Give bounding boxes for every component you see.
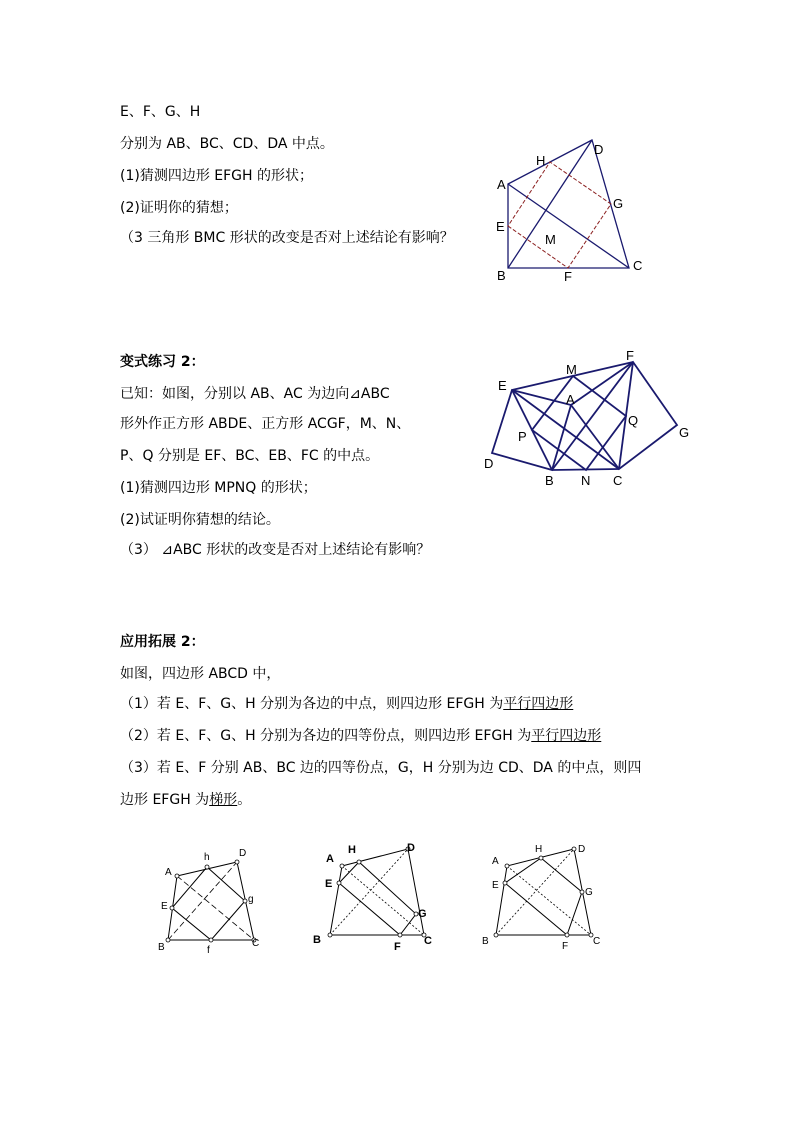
label-n: N <box>581 473 591 488</box>
label-b: B <box>545 473 554 488</box>
label-b: B <box>158 942 165 953</box>
label-h: H <box>535 844 543 855</box>
s3-intro: 如图，四边形 ABCD 中， <box>120 666 281 682</box>
label-g: g <box>248 894 254 905</box>
s3-item-3-answer: 梯形 <box>209 792 238 808</box>
label-b: B <box>482 936 489 947</box>
quad-abcd <box>496 849 591 935</box>
label-f: F <box>564 269 572 284</box>
label-h: h <box>204 852 210 863</box>
label-c: C <box>252 938 260 949</box>
s1-line-4: (2)证明你的猜想； <box>120 200 238 216</box>
label-e: E <box>492 880 499 891</box>
label-e: E <box>498 378 507 393</box>
quad-efgh <box>505 858 582 935</box>
s3-item-1-text: （1）若 E、F、G、H 分别为各边的中点，则四边形 EFGH 为 <box>120 696 504 712</box>
label-f: f <box>207 945 210 956</box>
label-f: F <box>394 941 401 953</box>
s2-line-3: P、Q 分别是 EF、BC、EB、FC 的中点。 <box>120 448 380 464</box>
label-d: D <box>594 142 604 157</box>
label-c: C <box>613 473 623 488</box>
s1-line-5: （3 三角形 BMC 形状的改变是否对上述结论有影响？ <box>120 230 454 246</box>
s3-item-2-answer: 平行四边形 <box>531 728 602 744</box>
label-f: F <box>562 941 569 952</box>
s3-item-3-cont-text: 边形 EFGH 为 <box>120 792 210 808</box>
label-p: P <box>518 429 527 444</box>
s2-line-6: （3） ⊿ABC 形状的改变是否对上述结论有影响？ <box>120 542 431 558</box>
label-f: F <box>626 348 634 363</box>
label-e: E <box>325 878 333 890</box>
s1-line-1: E、F、G、H <box>120 104 201 120</box>
label-g: G <box>418 908 427 920</box>
label-m: M <box>545 232 556 247</box>
label-g: G <box>585 887 593 898</box>
label-b: B <box>313 934 321 946</box>
label-d: D <box>484 456 494 471</box>
s2-line-5: (2)试证明你猜想的结论。 <box>120 512 280 528</box>
s2-line-1: 已知：如图，分别以 AB、AC 为边向⊿ABC <box>120 386 390 402</box>
s3-item-3-end: 。 <box>237 792 252 808</box>
s1-line-3: (1)猜测四边形 EFGH 的形状； <box>120 168 314 184</box>
label-g: G <box>613 196 624 211</box>
label-h: H <box>348 844 356 856</box>
label-d: D <box>578 844 586 855</box>
s3-heading: 应用拓展 2： <box>120 634 205 650</box>
label-c: C <box>633 258 643 273</box>
s3-item-2-text: （2）若 E、F、G、H 分别为各边的四等份点，则四边形 EFGH 为 <box>120 728 532 744</box>
label-a: A <box>326 853 334 865</box>
s2-heading: 变式练习 2： <box>120 354 205 370</box>
label-a: A <box>165 867 172 878</box>
label-e: E <box>496 219 505 234</box>
label-d: D <box>239 848 247 859</box>
label-h: H <box>536 153 546 168</box>
s3-item-1-answer: 平行四边形 <box>503 696 574 712</box>
s1-line-2: 分别为 AB、BC、CD、DA 中点。 <box>120 136 334 152</box>
label-d: D <box>407 842 415 854</box>
label-c: C <box>593 936 601 947</box>
label-q: Q <box>628 413 639 428</box>
s3-item-3: （3）若 E、F 分别 AB、BC 边的四等份点，G，H 分别为边 CD、DA 的中点，则四 <box>120 760 642 776</box>
label-b: B <box>497 268 506 283</box>
label-a: A <box>492 856 499 867</box>
label-a: A <box>497 177 506 192</box>
s2-line-2: 形外作正方形 ABDE、正方形 ACGF，M、N、 <box>120 416 411 432</box>
diag-ac <box>507 866 591 935</box>
label-g: G <box>679 425 690 440</box>
label-a: A <box>566 392 575 407</box>
label-c: C <box>424 935 432 947</box>
s2-line-4: (1)猜测四边形 MPNQ 的形状； <box>120 480 317 496</box>
label-m: M <box>566 362 577 377</box>
label-e: E <box>161 901 168 912</box>
